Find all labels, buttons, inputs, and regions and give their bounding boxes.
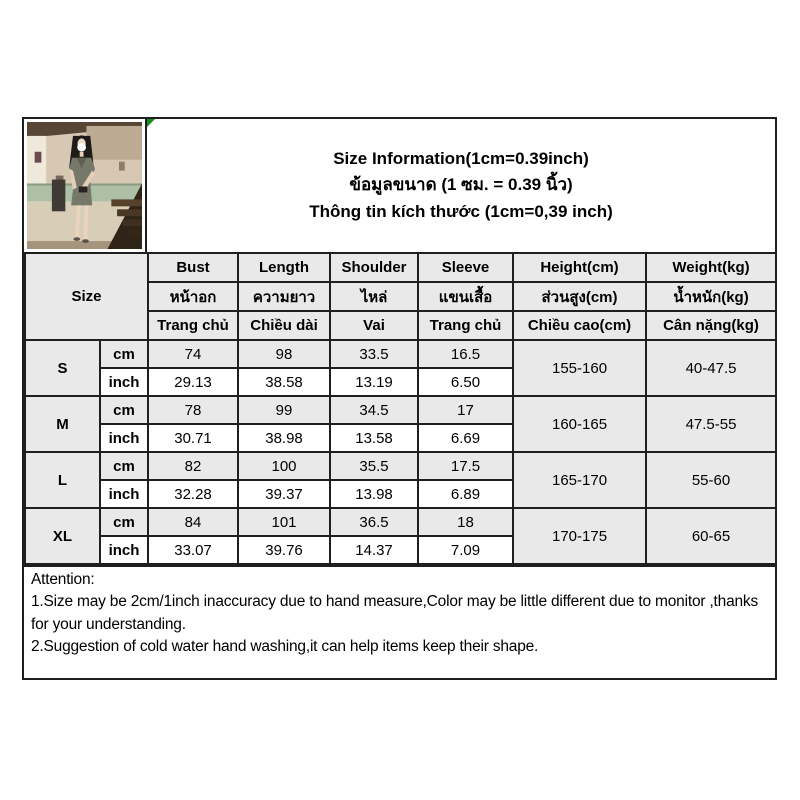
title-thai: ข้อมูลขนาด (1 ซม. = 0.39 นิ้ว) bbox=[349, 175, 573, 195]
col-height-en: Height(cm) bbox=[513, 253, 646, 282]
l-sleeve-inch: 6.89 bbox=[418, 480, 513, 508]
s-shoulder-inch: 13.19 bbox=[330, 368, 418, 396]
title-english: Size Information(1cm=0.39inch) bbox=[333, 148, 589, 168]
attention-heading: Attention: bbox=[31, 571, 95, 588]
col-bust-th: หน้าอก bbox=[148, 282, 238, 311]
s-sleeve-cm: 16.5 bbox=[418, 340, 513, 368]
s-length-inch: 38.58 bbox=[238, 368, 330, 396]
xl-sleeve-cm: 18 bbox=[418, 508, 513, 536]
s-bust-cm: 74 bbox=[148, 340, 238, 368]
col-bust-vi: Trang chủ bbox=[148, 311, 238, 340]
xl-bust-cm: 84 bbox=[148, 508, 238, 536]
product-photo bbox=[24, 119, 147, 252]
size-s: S bbox=[25, 340, 100, 396]
size-header: Size bbox=[25, 253, 148, 340]
title-vietnamese: Thông tin kích thước (1cm=0,39 inch) bbox=[309, 201, 613, 221]
model-photo-illustration bbox=[27, 122, 142, 249]
m-sleeve-cm: 17 bbox=[418, 396, 513, 424]
size-xl: XL bbox=[25, 508, 100, 564]
l-shoulder-cm: 35.5 bbox=[330, 452, 418, 480]
s-shoulder-cm: 33.5 bbox=[330, 340, 418, 368]
col-shoulder-en: Shoulder bbox=[330, 253, 418, 282]
m-bust-inch: 30.71 bbox=[148, 424, 238, 452]
col-sleeve-th: แขนเสื้อ bbox=[418, 282, 513, 311]
l-height: 165-170 bbox=[513, 452, 646, 508]
unit-cm: cm bbox=[100, 452, 148, 480]
col-shoulder-th: ไหล่ bbox=[330, 282, 418, 311]
row-m-cm bbox=[25, 396, 776, 424]
col-bust-en: Bust bbox=[148, 253, 238, 282]
l-sleeve-cm: 17.5 bbox=[418, 452, 513, 480]
unit-inch: inch bbox=[100, 480, 148, 508]
xl-sleeve-inch: 7.09 bbox=[418, 536, 513, 564]
l-bust-inch: 32.28 bbox=[148, 480, 238, 508]
unit-inch: inch bbox=[100, 368, 148, 396]
unit-inch: inch bbox=[100, 424, 148, 452]
m-height: 160-165 bbox=[513, 396, 646, 452]
l-length-inch: 39.37 bbox=[238, 480, 330, 508]
col-length-en: Length bbox=[238, 253, 330, 282]
l-weight: 55-60 bbox=[646, 452, 776, 508]
col-length-th: ความยาว bbox=[238, 282, 330, 311]
unit-cm: cm bbox=[100, 508, 148, 536]
header-row-en bbox=[25, 253, 776, 282]
xl-shoulder-inch: 14.37 bbox=[330, 536, 418, 564]
unit-cm: cm bbox=[100, 340, 148, 368]
xl-shoulder-cm: 36.5 bbox=[330, 508, 418, 536]
xl-height: 170-175 bbox=[513, 508, 646, 564]
m-shoulder-inch: 13.58 bbox=[330, 424, 418, 452]
row-l-cm bbox=[25, 452, 776, 480]
m-weight: 47.5-55 bbox=[646, 396, 776, 452]
unit-inch: inch bbox=[100, 536, 148, 564]
col-sleeve-vi: Trang chủ bbox=[418, 311, 513, 340]
m-shoulder-cm: 34.5 bbox=[330, 396, 418, 424]
l-length-cm: 100 bbox=[238, 452, 330, 480]
col-shoulder-vi: Vai bbox=[330, 311, 418, 340]
col-height-th: ส่วนสูง(cm) bbox=[513, 282, 646, 311]
m-length-inch: 38.98 bbox=[238, 424, 330, 452]
s-weight: 40-47.5 bbox=[646, 340, 776, 396]
s-height: 155-160 bbox=[513, 340, 646, 396]
l-shoulder-inch: 13.98 bbox=[330, 480, 418, 508]
m-bust-cm: 78 bbox=[148, 396, 238, 424]
xl-weight: 60-65 bbox=[646, 508, 776, 564]
m-length-cm: 99 bbox=[238, 396, 330, 424]
col-sleeve-en: Sleeve bbox=[418, 253, 513, 282]
xl-length-inch: 39.76 bbox=[238, 536, 330, 564]
m-sleeve-inch: 6.69 bbox=[418, 424, 513, 452]
col-length-vi: Chiều dài bbox=[238, 311, 330, 340]
size-chart-frame bbox=[22, 117, 777, 680]
attention-note-2: 2.Suggestion of cold water hand washing,it can help items keep their shape. bbox=[31, 638, 539, 656]
title-cell bbox=[147, 119, 775, 252]
col-height-vi: Chiều cao(cm) bbox=[513, 311, 646, 340]
s-bust-inch: 29.13 bbox=[148, 368, 238, 396]
header-section bbox=[24, 119, 775, 252]
col-weight-en: Weight(kg) bbox=[646, 253, 776, 282]
row-s-cm bbox=[25, 340, 776, 368]
col-weight-th: น้ำหนัก(kg) bbox=[646, 282, 776, 311]
unit-cm: cm bbox=[100, 396, 148, 424]
size-m: M bbox=[25, 396, 100, 452]
green-corner-marker-icon bbox=[147, 119, 155, 127]
size-table bbox=[24, 252, 777, 565]
s-length-cm: 98 bbox=[238, 340, 330, 368]
size-l: L bbox=[25, 452, 100, 508]
col-weight-vi: Cân nặng(kg) bbox=[646, 311, 776, 340]
row-xl-cm bbox=[25, 508, 776, 536]
attention-note-1: 1.Size may be 2cm/1inch inaccuracy due to hand measure,Color may be little different due to monitor ,thanks for your understanding. bbox=[31, 593, 759, 633]
xl-length-cm: 101 bbox=[238, 508, 330, 536]
xl-bust-inch: 33.07 bbox=[148, 536, 238, 564]
attention-notes bbox=[24, 565, 775, 678]
s-sleeve-inch: 6.50 bbox=[418, 368, 513, 396]
l-bust-cm: 82 bbox=[148, 452, 238, 480]
